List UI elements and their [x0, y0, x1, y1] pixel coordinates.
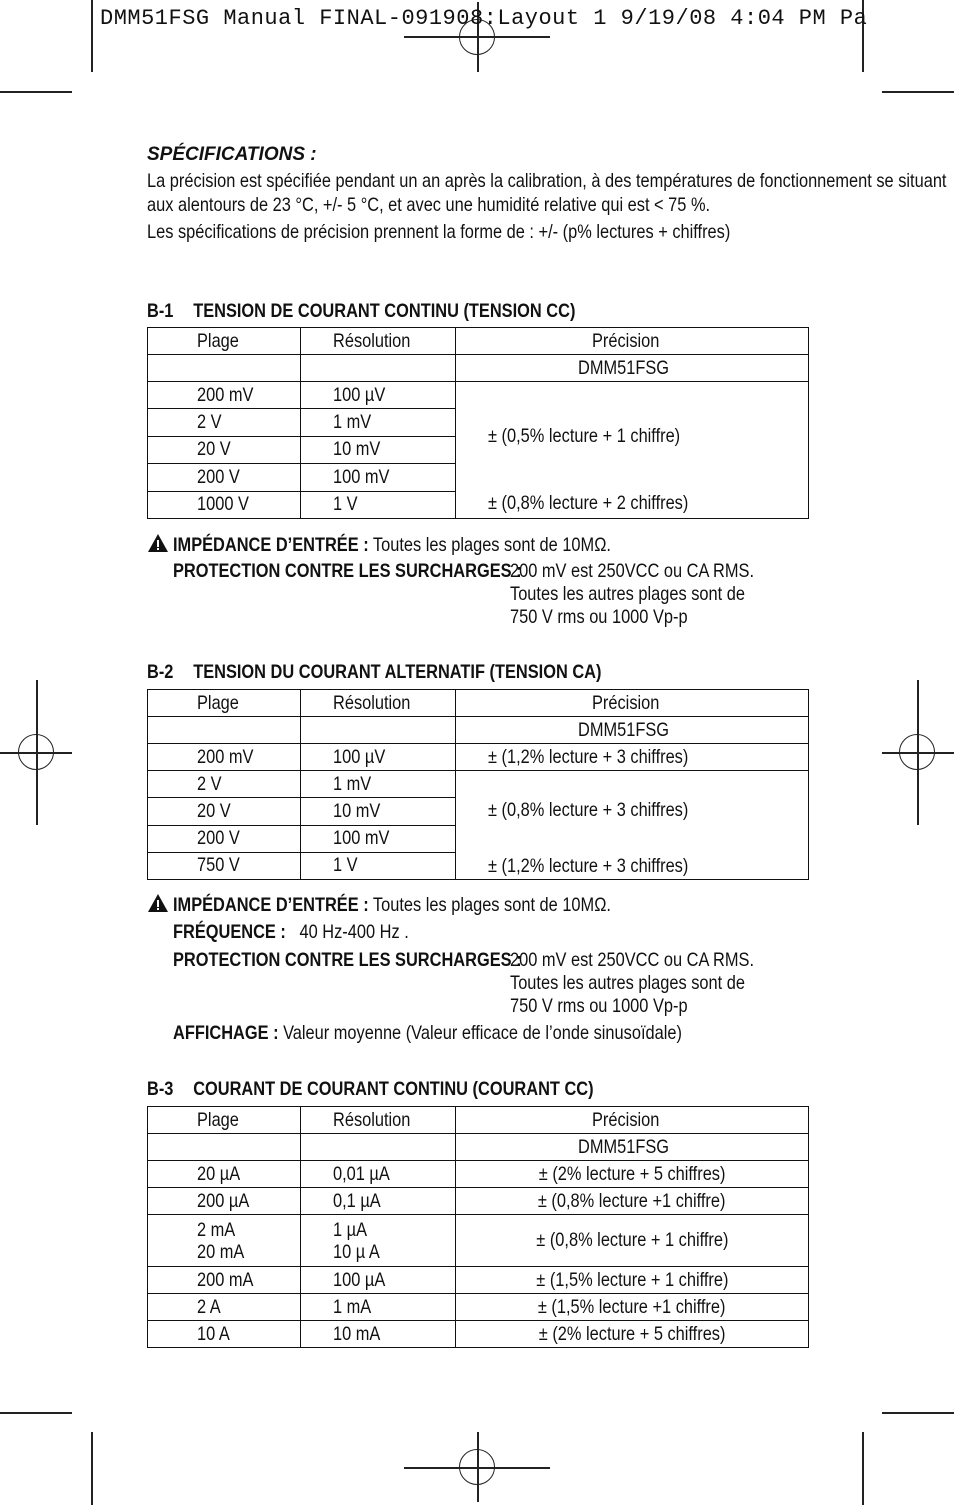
crop-mark — [91, 0, 93, 72]
accuracy-value: ± (1,5% lecture +1 chiffre) — [538, 1295, 726, 1318]
accuracy-value: ± (1,2% lecture + 3 chiffres) — [488, 745, 689, 768]
table-row: 200 mV 100 µV ± (1,2% lecture + 3 chiffres) — [148, 744, 809, 771]
section-title-b3: B-3 COURANT DE COURANT CONTINU (COURANT CC) — [147, 1078, 594, 1100]
impedance-note: IMPÉDANCE D’ENTRÉE : Toutes les plages sont de 10MΩ. — [147, 893, 694, 917]
table-row: 2 V 1 mV — [148, 409, 809, 436]
warning-icon — [147, 893, 169, 913]
accuracy-value: ± (1,2% lecture + 3 chiffres) — [488, 855, 689, 877]
accuracy-value: ± (0,8% lecture + 3 chiffres) — [488, 799, 689, 821]
table-row: 200 V 100 mV — [148, 464, 809, 491]
table-row: 200 mA 100 µA ± (1,5% lecture + 1 chiffre) — [148, 1267, 809, 1294]
registration-mark — [899, 734, 935, 770]
table-row: 1000 V 1 V — [148, 491, 809, 518]
crop-mark — [0, 1412, 72, 1414]
table-row: 2 V 1 mV ± (0,8% lecture + 3 chiffres) ± (1,2% lecture + 3 chiffres) — [148, 771, 809, 798]
table-header-row: Plage Résolution Précision — [148, 690, 809, 717]
crop-mark — [91, 1432, 93, 1505]
table-header-row: Plage Résolution Précision — [148, 1107, 809, 1134]
table-row: 20 µA 0,01 µA ± (2% lecture + 5 chiffres) — [148, 1161, 809, 1188]
dc-voltage-table — [147, 327, 809, 519]
accuracy-value: ± (1,5% lecture + 1 chiffre) — [535, 1268, 729, 1291]
table-row: 2 mA 20 mA 1 µA 10 µ A ± (0,8% lecture + 1 chiffre) — [148, 1215, 809, 1267]
ac-voltage-table — [147, 689, 809, 880]
table-row: 750 V 1 V — [148, 852, 809, 879]
dc-current-table — [147, 1106, 809, 1348]
accuracy-value: ± (0,5% lecture + 1 chiffre) — [488, 425, 681, 447]
accuracy-value: ± (0,8% lecture + 1 chiffre) — [535, 1229, 729, 1251]
registration-mark — [18, 734, 54, 770]
section-title-b2: B-2 TENSION DU COURANT ALTERNATIF (TENSION CA) — [147, 661, 602, 683]
table-row: 200 mV 100 µV ± (0,5% lecture + 1 chiffre) ± (0,8% lecture + 2 chiffres) — [148, 382, 809, 409]
intro-format: Les spécifications de précision prennent la forme de : +/- (p% lectures + chiffres) — [147, 221, 731, 243]
section-title-b1: B-1 TENSION DE COURANT CONTINU (TENSION CC) — [147, 300, 576, 322]
display-note: AFFICHAGE : Valeur moyenne (Valeur efficace de l’onde sinusoïdale) — [173, 1022, 682, 1044]
table-model-row: DMM51FSG — [148, 717, 809, 744]
crop-mark — [0, 91, 72, 93]
table-model-row: DMM51FSG — [148, 355, 809, 382]
table-row: 20 V 10 mV — [148, 798, 809, 825]
page-title: SPÉCIFICATIONS : — [147, 144, 317, 165]
accuracy-value: ± (0,8% lecture + 2 chiffres) — [488, 492, 689, 514]
table-row: 20 V 10 mV — [148, 436, 809, 463]
table-row: 200 µA 0,1 µA ± (0,8% lecture +1 chiffre) — [148, 1188, 809, 1215]
impedance-note: IMPÉDANCE D’ENTRÉE : Toutes les plages sont de 10MΩ. — [147, 533, 694, 557]
accuracy-value: ± (2% lecture + 5 chiffres) — [538, 1322, 726, 1345]
crop-mark — [862, 1432, 864, 1505]
intro-paragraph: La précision est spécifiée pendant un an après la calibration, à des températures de fonctionnement se situant aux alentours de 23 °C, +/- 5 °C, et avec une humidité relative qui est < 75 %. — [147, 170, 947, 216]
registration-mark — [459, 1449, 495, 1485]
crop-mark — [882, 1412, 954, 1414]
accuracy-value: ± (0,8% lecture +1 chiffre) — [538, 1189, 726, 1212]
table-row: 2 A 1 mA ± (1,5% lecture +1 chiffre) — [148, 1294, 809, 1321]
warning-icon — [147, 533, 169, 553]
intro-text — [147, 170, 947, 245]
table-row: 10 A 10 mA ± (2% lecture + 5 chiffres) — [148, 1321, 809, 1348]
table-model-row: DMM51FSG — [148, 1134, 809, 1161]
frequency-note: FRÉQUENCE : 40 Hz-400 Hz . — [173, 921, 409, 943]
table-header-row: Plage Résolution Précision — [148, 328, 809, 355]
accuracy-value: ± (2% lecture + 5 chiffres) — [538, 1162, 726, 1185]
table-row: 200 V 100 mV — [148, 825, 809, 852]
crop-mark — [882, 91, 954, 93]
print-slug: DMM51FSG Manual FINAL-091908:Layout 1 9/19/08 4:04 PM Pa — [100, 6, 868, 31]
